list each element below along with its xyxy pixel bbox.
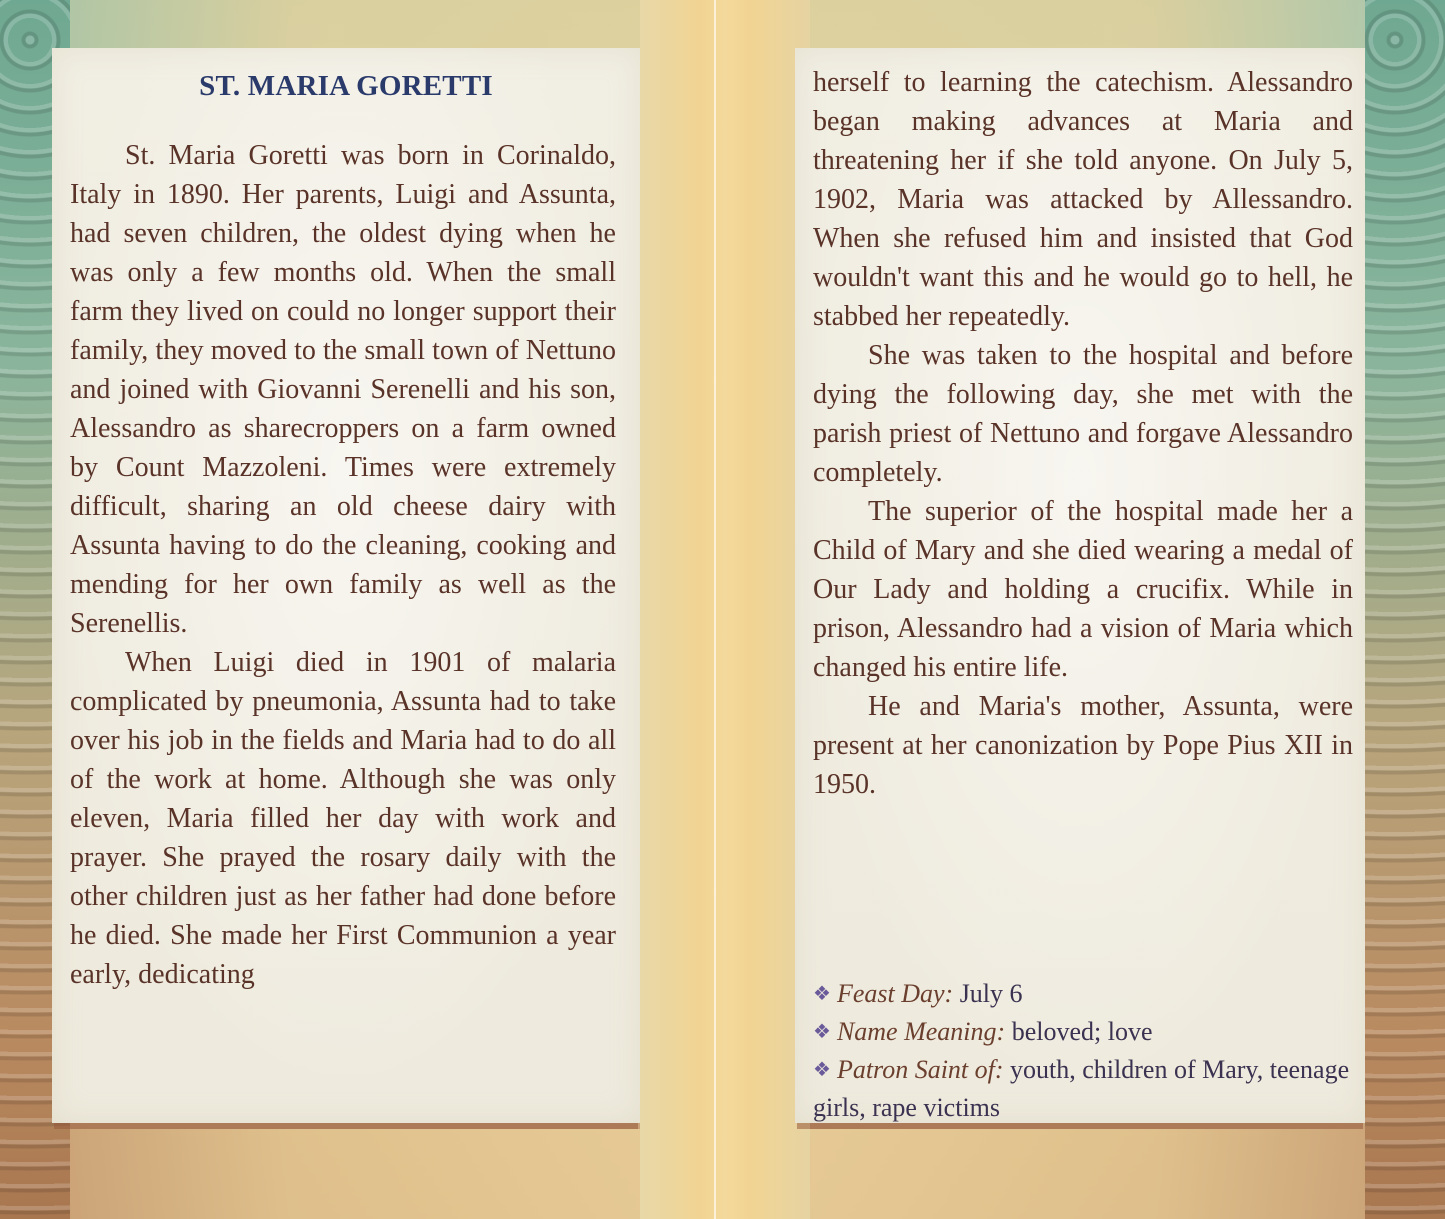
paragraph-continuation: herself to learning the catechism. Alessandro began making advances at Maria and threatening her if she told anyone. On July 5, 1902, Maria was attacked by Allessandro. When she refused him and insisted that God wouldn't want this and he would go to hell, he stabbed her repeatedly.	[813, 67, 1353, 332]
paragraph: St. Maria Goretti was born in Corinaldo, Italy in 1890. Her parents, Luigi and Assunta, had seven children, the oldest dying when he was only a few months old. When the small farm they lived on could no longer support their family, they moved to the small town of Nettuno and joined with Giovanni Serenelli and his son, Alessandro as sharecroppers on a farm owned by Count Mazzoleni. Times were extremely difficult, sharing an old cheese dairy with Assunta having to do the cleaning, cooking and mending for her own family as well as the Serenellis.	[70, 140, 616, 639]
fact-name-meaning	[813, 1013, 1353, 1051]
fact-patron-saint	[813, 1051, 1353, 1126]
saint-facts-list	[813, 975, 1353, 1126]
fact-label: Feast Day:	[836, 979, 954, 1008]
paragraph: He and Maria's mother, Assunta, were present at her canonization by Pope Pius XII in 1950.	[813, 691, 1353, 800]
paragraph: When Luigi died in 1901 of malaria complicated by pneumonia, Assunta had to take over his job in the fields and Maria had to do all of the work at home. Although she was only eleven, Maria filled her day with work and prayer. She prayed the rosary daily with the other children just as her father had done before he died. She made her First Communion a year early, dedicating	[70, 647, 616, 990]
fact-feast-day	[813, 975, 1353, 1013]
page-title: ST. MARIA GORETTI	[199, 70, 493, 102]
card-fold-line	[714, 0, 716, 1219]
fact-value: beloved; love	[1005, 1017, 1153, 1046]
center-spine	[640, 0, 810, 1219]
left-column-text	[70, 136, 616, 994]
ornate-border-right	[1365, 0, 1445, 1219]
paragraph: She was taken to the hospital and before dying the following day, she met with the parish priest of Nettuno and forgave Alessandro completely.	[813, 340, 1353, 488]
fact-value: July 6	[953, 979, 1023, 1008]
diamond-bullet-icon: ❖	[813, 1059, 831, 1081]
paragraph: The superior of the hospital made her a Child of Mary and she died wearing a medal of Our Lady and holding a crucifix. While in prison, Alessandro had a vision of Maria which changed his entire life.	[813, 496, 1353, 683]
right-column-text	[813, 63, 1353, 804]
fact-label: Patron Saint of:	[836, 1055, 1004, 1084]
fact-value: youth, children of Mary, teenage girls, rape victims	[813, 1055, 1350, 1122]
diamond-bullet-icon: ❖	[813, 1021, 831, 1043]
fact-label: Name Meaning:	[836, 1017, 1006, 1046]
diamond-bullet-icon: ❖	[813, 983, 831, 1005]
